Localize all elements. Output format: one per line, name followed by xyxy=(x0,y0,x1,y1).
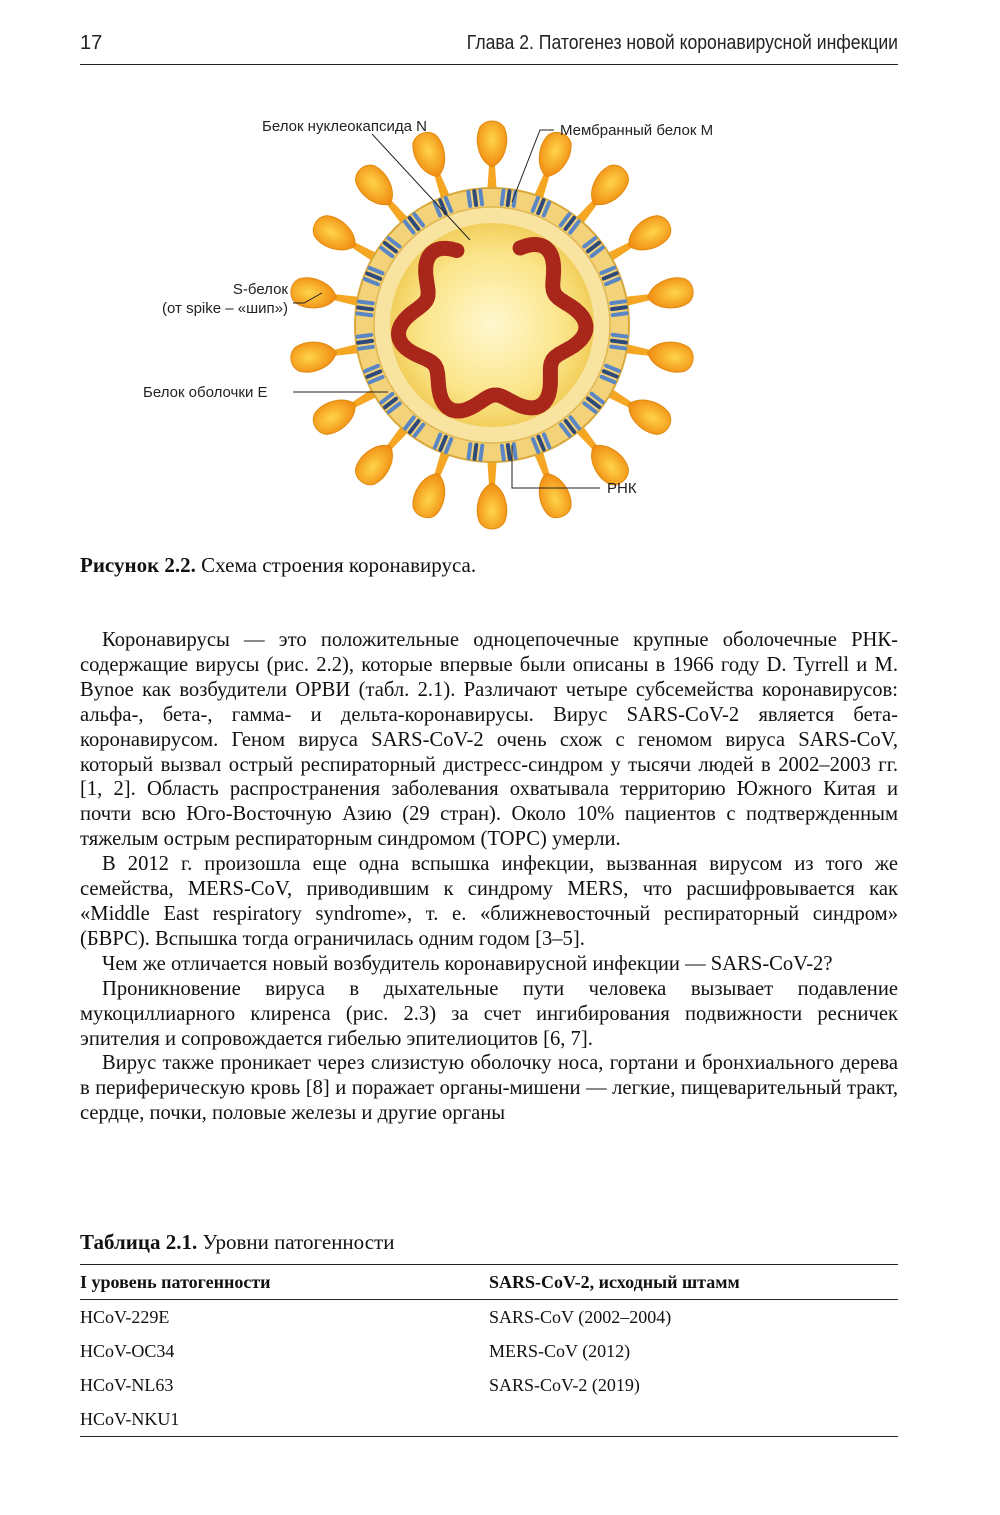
spike-protein xyxy=(477,121,506,195)
membrane-protein xyxy=(609,333,629,351)
table-cell: HCoV-OC34 xyxy=(80,1340,175,1361)
spike-protein xyxy=(477,455,506,529)
coronavirus-figure xyxy=(0,100,1000,530)
table-cell: HCoV-229E xyxy=(80,1306,170,1327)
label-envelope-protein: Белок оболочки E xyxy=(143,384,268,401)
table-cell: HCoV-NKU1 xyxy=(80,1402,489,1437)
table-caption-text: Уровни патогенности xyxy=(197,1230,395,1254)
figure-caption-label: Рисунок 2.2. xyxy=(80,553,196,577)
figure-caption-text: Схема строения коронавируса. xyxy=(195,553,477,577)
paragraph: Коронавирусы — это положительные одноцепочечные крупные оболочечные РНК-содержащие вирусы (рис. 2.2), которые впервые были описаны в 1966 году D. Tyrrell и M. Bynoe как возбудители ОРВИ (табл. 2.1). Различают четыре субсемейства коронавирусов: альфа-, бета-, гамма- и дельта-коронавирусы. Вирус SARS-CoV-2 является бета-коронавирусом. Геном вируса SARS-CoV-2 очень схож с геномом вируса SARS-CoV, который вызвал острый респираторный дистресс-синдром у тысячи людей в 2002–2003 гг. [1, 2]. Область распространения заболевания охватывала территорию Южного Китая и почти всю Юго-Восточную Азию (29 стран). Около 10% пациентов с подтвержденным тяжелым острым респираторным синдромом (ТОРС) умерли. xyxy=(80,629,898,851)
table-cell: SARS-CoV (2002–2004) xyxy=(489,1306,672,1327)
membrane-protein xyxy=(355,299,375,317)
paragraph: Вирус также проникает через слизистую оболочку носа, гортани и бронхиального дерева в периферическую кровь [8] и поражает органы-мишени — легкие, пищеварительный тракт, сердце, почки, половые железы и другие органы xyxy=(80,1052,898,1125)
chapter-title: Глава 2. Патогенез новой коронавирусной инфекции xyxy=(466,32,898,54)
table-cell xyxy=(489,1402,898,1437)
running-header xyxy=(80,30,898,65)
table-header-cell: I уровень патогенности xyxy=(80,1265,489,1300)
label-nucleocapsid: Белок нуклеокапсида N xyxy=(262,118,427,135)
table-header-cell: SARS-CoV-2, исходный штамм xyxy=(489,1265,898,1300)
paragraph: В 2012 г. произошла еще одна вспышка инфекции, вызванная вирусом из того же семейства, MERS-CoV, приводившим к синдрому MERS, что расшифровывается как «Middle East respiratory syndrome», т. е. «ближневосточный респираторный синдром» (БВРС). Вспышка тогда ограничилась одним годом [3–5]. xyxy=(80,853,898,950)
membrane-protein xyxy=(355,333,375,351)
paragraph: Чем же отличается новый возбудитель коронавирусной инфекции — SARS-CoV-2? xyxy=(102,952,833,975)
table-cell: SARS-CoV-2 (2019) xyxy=(489,1374,640,1395)
table-cell: HCoV-NL63 xyxy=(80,1374,174,1395)
membrane-protein xyxy=(466,188,484,208)
label-spike-protein xyxy=(158,280,288,318)
membrane-protein xyxy=(609,299,629,317)
table-row xyxy=(80,1402,898,1437)
label-rna: РНК xyxy=(607,480,637,497)
paragraph: Проникновение вируса в дыхательные пути человека вызывает подавление мукоциллиарного клиренса (рис. 2.3) за счет ингибирования подвижности ресничек эпителия и сопровождается гибелью эпителиоцитов [6, 7]. xyxy=(80,977,898,1050)
figure-caption xyxy=(80,553,476,578)
label-membrane-protein: Мембранный белок M xyxy=(560,122,714,139)
page-number: 17 xyxy=(80,32,103,54)
membrane-protein xyxy=(466,442,484,462)
label-spike-line1: S-белок xyxy=(232,281,288,298)
membrane-protein xyxy=(500,188,518,208)
label-spike-line2: (от spike – «шип») xyxy=(162,300,288,317)
membrane-protein xyxy=(500,442,518,462)
table-caption-label: Таблица 2.1. xyxy=(80,1230,198,1254)
body-text xyxy=(80,628,898,1126)
table-row xyxy=(80,1334,898,1368)
pathogenicity-table xyxy=(80,1264,898,1437)
table-caption xyxy=(80,1230,394,1255)
table-row xyxy=(80,1300,898,1335)
table-header-row xyxy=(80,1265,898,1300)
table-row xyxy=(80,1368,898,1402)
coronavirus-diagram xyxy=(0,100,1000,530)
table-cell: MERS-CoV (2012) xyxy=(489,1340,631,1361)
